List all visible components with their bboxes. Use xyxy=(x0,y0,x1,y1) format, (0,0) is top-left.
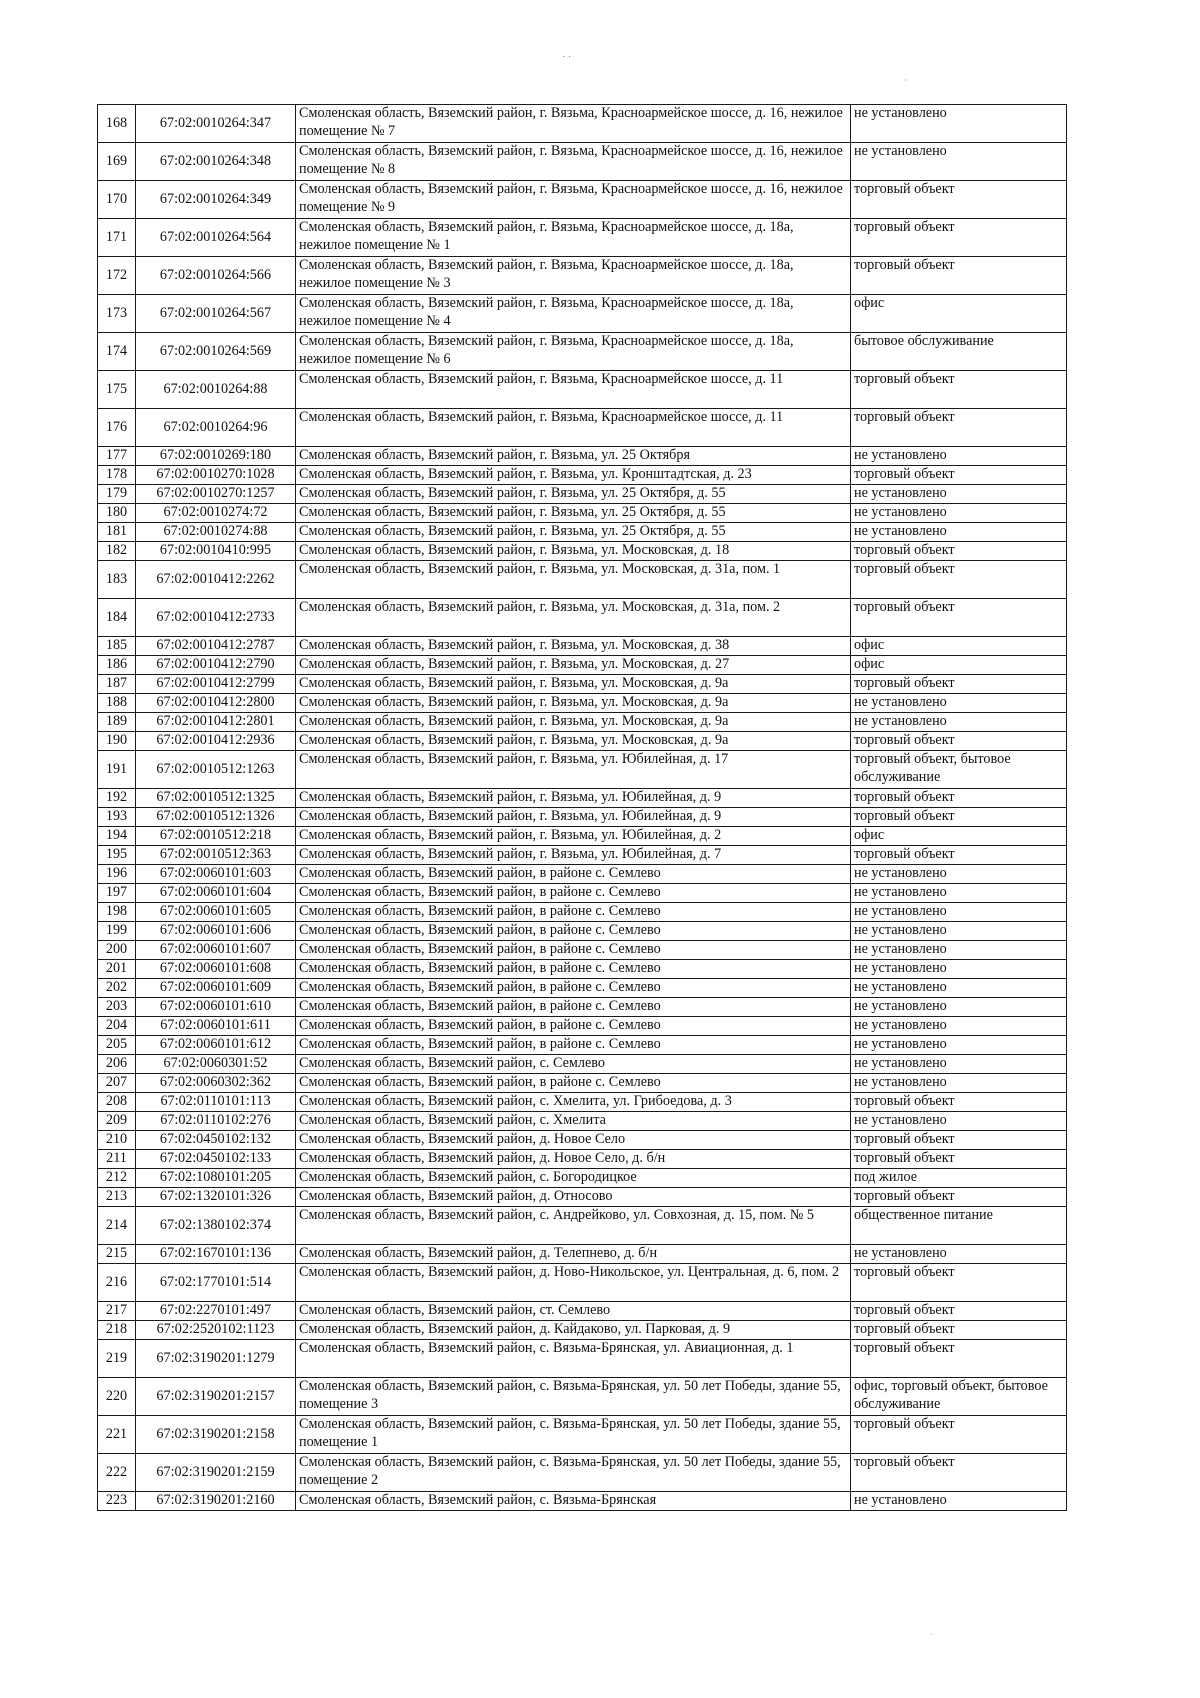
row-number-cell: 194 xyxy=(98,827,136,846)
cadastral-number-cell: 67:02:0060302:362 xyxy=(136,1074,296,1093)
cadastral-number-cell: 67:02:0010264:348 xyxy=(136,143,296,181)
row-number-cell: 188 xyxy=(98,694,136,713)
address-cell: Смоленская область, Вяземский район, в районе с. Семлево xyxy=(296,865,851,884)
cadastral-number-cell: 67:02:1670101:136 xyxy=(136,1245,296,1264)
cadastral-number-cell: 67:02:0110101:113 xyxy=(136,1093,296,1112)
usage-type-cell: торговый объект xyxy=(851,599,1067,637)
cadastral-number-cell: 67:02:0060101:608 xyxy=(136,960,296,979)
row-number-cell: 216 xyxy=(98,1264,136,1302)
table-row xyxy=(98,884,1067,903)
row-number-cell: 223 xyxy=(98,1492,136,1511)
cadastral-number-cell: 67:02:0010512:363 xyxy=(136,846,296,865)
registry-body xyxy=(98,105,1067,1511)
address-cell: Смоленская область, Вяземский район, г. Вязьма, Красноармейское шоссе, д. 11 xyxy=(296,409,851,447)
address-cell: Смоленская область, Вяземский район, г. Вязьма, ул. Московская, д. 18 xyxy=(296,542,851,561)
table-row xyxy=(98,827,1067,846)
table-row xyxy=(98,903,1067,922)
cadastral-number-cell: 67:02:0060101:609 xyxy=(136,979,296,998)
row-number-cell: 185 xyxy=(98,637,136,656)
usage-type-cell: не установлено xyxy=(851,1492,1067,1511)
cadastral-number-cell: 67:02:0060101:606 xyxy=(136,922,296,941)
address-cell: Смоленская область, Вяземский район, в районе с. Семлево xyxy=(296,1074,851,1093)
address-cell: Смоленская область, Вяземский район, в районе с. Семлево xyxy=(296,998,851,1017)
usage-type-cell: торговый объект xyxy=(851,1340,1067,1378)
row-number-cell: 201 xyxy=(98,960,136,979)
usage-type-cell: не установлено xyxy=(851,1036,1067,1055)
table-row xyxy=(98,1150,1067,1169)
cadastral-number-cell: 67:02:0060101:604 xyxy=(136,884,296,903)
table-row xyxy=(98,1321,1067,1340)
usage-type-cell: офис, торговый объект, бытовое обслуживание xyxy=(851,1378,1067,1416)
table-row xyxy=(98,694,1067,713)
row-number-cell: 204 xyxy=(98,1017,136,1036)
row-number-cell: 175 xyxy=(98,371,136,409)
table-row xyxy=(98,732,1067,751)
cadastral-number-cell: 67:02:3190201:2157 xyxy=(136,1378,296,1416)
address-cell: Смоленская область, Вяземский район, г. Вязьма, Красноармейское шоссе, д. 18а, нежилое помещение № 1 xyxy=(296,219,851,257)
row-number-cell: 198 xyxy=(98,903,136,922)
cadastral-number-cell: 67:02:3190201:2159 xyxy=(136,1454,296,1492)
table-row xyxy=(98,295,1067,333)
usage-type-cell: не установлено xyxy=(851,713,1067,732)
table-row xyxy=(98,542,1067,561)
address-cell: Смоленская область, Вяземский район, с. Вязьма-Брянская, ул. 50 лет Победы, здание 55, помещение 1 xyxy=(296,1416,851,1454)
cadastral-number-cell: 67:02:0060101:612 xyxy=(136,1036,296,1055)
cadastral-number-cell: 67:02:0010274:72 xyxy=(136,504,296,523)
row-number-cell: 184 xyxy=(98,599,136,637)
table-row xyxy=(98,257,1067,295)
cadastral-number-cell: 67:02:0010410:995 xyxy=(136,542,296,561)
row-number-cell: 186 xyxy=(98,656,136,675)
row-number-cell: 197 xyxy=(98,884,136,903)
table-row xyxy=(98,561,1067,599)
address-cell: Смоленская область, Вяземский район, в районе с. Семлево xyxy=(296,922,851,941)
usage-type-cell: бытовое обслуживание xyxy=(851,333,1067,371)
row-number-cell: 200 xyxy=(98,941,136,960)
row-number-cell: 178 xyxy=(98,466,136,485)
address-cell: Смоленская область, Вяземский район, г. Вязьма, ул. Московская, д. 31а, пом. 2 xyxy=(296,599,851,637)
address-cell: Смоленская область, Вяземский район, в районе с. Семлево xyxy=(296,884,851,903)
address-cell: Смоленская область, Вяземский район, с. Хмелита xyxy=(296,1112,851,1131)
address-cell: Смоленская область, Вяземский район, с. Андрейково, ул. Совхозная, д. 15, пом. № 5 xyxy=(296,1207,851,1245)
table-row xyxy=(98,1074,1067,1093)
cadastral-number-cell: 67:02:0010264:564 xyxy=(136,219,296,257)
cadastral-number-cell: 67:02:0060101:603 xyxy=(136,865,296,884)
address-cell: Смоленская область, Вяземский район, в районе с. Семлево xyxy=(296,1017,851,1036)
table-row xyxy=(98,1245,1067,1264)
cadastral-number-cell: 67:02:0010264:569 xyxy=(136,333,296,371)
table-row xyxy=(98,371,1067,409)
row-number-cell: 207 xyxy=(98,1074,136,1093)
address-cell: Смоленская область, Вяземский район, д. Кайдаково, ул. Парковая, д. 9 xyxy=(296,1321,851,1340)
row-number-cell: 179 xyxy=(98,485,136,504)
address-cell: Смоленская область, Вяземский район, г. Вязьма, ул. 25 Октября, д. 55 xyxy=(296,485,851,504)
usage-type-cell: не установлено xyxy=(851,979,1067,998)
address-cell: Смоленская область, Вяземский район, г. Вязьма, ул. Юбилейная, д. 9 xyxy=(296,789,851,808)
address-cell: Смоленская область, Вяземский район, д. Новое Село, д. б/н xyxy=(296,1150,851,1169)
cadastral-number-cell: 67:02:0010264:347 xyxy=(136,105,296,143)
row-number-cell: 209 xyxy=(98,1112,136,1131)
usage-type-cell: торговый объект xyxy=(851,675,1067,694)
usage-type-cell: не установлено xyxy=(851,865,1067,884)
row-number-cell: 192 xyxy=(98,789,136,808)
usage-type-cell: торговый объект xyxy=(851,846,1067,865)
usage-type-cell: офис xyxy=(851,656,1067,675)
table-row xyxy=(98,447,1067,466)
cadastral-number-cell: 67:02:0060101:611 xyxy=(136,1017,296,1036)
address-cell: Смоленская область, Вяземский район, в районе с. Семлево xyxy=(296,903,851,922)
address-cell: Смоленская область, Вяземский район, в районе с. Семлево xyxy=(296,979,851,998)
address-cell: Смоленская область, Вяземский район, с. Хмелита, ул. Грибоедова, д. 3 xyxy=(296,1093,851,1112)
row-number-cell: 202 xyxy=(98,979,136,998)
usage-type-cell: торговый объект xyxy=(851,1264,1067,1302)
cadastral-number-cell: 67:02:0010264:88 xyxy=(136,371,296,409)
table-row xyxy=(98,1131,1067,1150)
address-cell: Смоленская область, Вяземский район, в районе с. Семлево xyxy=(296,941,851,960)
scan-speck: · xyxy=(930,1630,933,1639)
address-cell: Смоленская область, Вяземский район, ст. Семлево xyxy=(296,1302,851,1321)
usage-type-cell: торговый объект xyxy=(851,732,1067,751)
address-cell: Смоленская область, Вяземский район, г. Вязьма, ул. Московская, д. 31а, пом. 1 xyxy=(296,561,851,599)
table-row xyxy=(98,181,1067,219)
cadastral-number-cell: 67:02:0010264:567 xyxy=(136,295,296,333)
row-number-cell: 212 xyxy=(98,1169,136,1188)
row-number-cell: 176 xyxy=(98,409,136,447)
row-number-cell: 214 xyxy=(98,1207,136,1245)
usage-type-cell: торговый объект xyxy=(851,1093,1067,1112)
usage-type-cell: торговый объект xyxy=(851,1454,1067,1492)
usage-type-cell: торговый объект xyxy=(851,371,1067,409)
table-row xyxy=(98,1378,1067,1416)
usage-type-cell: под жилое xyxy=(851,1169,1067,1188)
cadastral-number-cell: 67:02:0010512:1263 xyxy=(136,751,296,789)
table-row xyxy=(98,219,1067,257)
row-number-cell: 206 xyxy=(98,1055,136,1074)
usage-type-cell: общественное питание xyxy=(851,1207,1067,1245)
cadastral-number-cell: 67:02:0010512:218 xyxy=(136,827,296,846)
address-cell: Смоленская область, Вяземский район, г. Вязьма, Красноармейское шоссе, д. 16, нежилое помещение № 8 xyxy=(296,143,851,181)
address-cell: Смоленская область, Вяземский район, г. Вязьма, ул. Московская, д. 38 xyxy=(296,637,851,656)
usage-type-cell: не установлено xyxy=(851,1074,1067,1093)
row-number-cell: 190 xyxy=(98,732,136,751)
row-number-cell: 205 xyxy=(98,1036,136,1055)
address-cell: Смоленская область, Вяземский район, д. Новое Село xyxy=(296,1131,851,1150)
address-cell: Смоленская область, Вяземский район, г. Вязьма, Красноармейское шоссе, д. 18а, нежилое помещение № 6 xyxy=(296,333,851,371)
row-number-cell: 208 xyxy=(98,1093,136,1112)
row-number-cell: 170 xyxy=(98,181,136,219)
table-row xyxy=(98,599,1067,637)
cadastral-number-cell: 67:02:0010412:2262 xyxy=(136,561,296,599)
table-row xyxy=(98,1302,1067,1321)
table-row xyxy=(98,1492,1067,1511)
usage-type-cell: не установлено xyxy=(851,1245,1067,1264)
table-row xyxy=(98,960,1067,979)
row-number-cell: 173 xyxy=(98,295,136,333)
row-number-cell: 193 xyxy=(98,808,136,827)
cadastral-number-cell: 67:02:0010274:88 xyxy=(136,523,296,542)
table-row xyxy=(98,485,1067,504)
table-row xyxy=(98,523,1067,542)
usage-type-cell: торговый объект xyxy=(851,466,1067,485)
address-cell: Смоленская область, Вяземский район, д. Телепнево, д. б/н xyxy=(296,1245,851,1264)
table-row xyxy=(98,1169,1067,1188)
cadastral-number-cell: 67:02:3190201:2158 xyxy=(136,1416,296,1454)
address-cell: Смоленская область, Вяземский район, г. Вязьма, ул. Московская, д. 9а xyxy=(296,713,851,732)
address-cell: Смоленская область, Вяземский район, г. Вязьма, ул. Московская, д. 9а xyxy=(296,732,851,751)
address-cell: Смоленская область, Вяземский район, г. Вязьма, Красноармейское шоссе, д. 16, нежилое помещение № 9 xyxy=(296,181,851,219)
usage-type-cell: не установлено xyxy=(851,105,1067,143)
table-row xyxy=(98,1207,1067,1245)
usage-type-cell: не установлено xyxy=(851,998,1067,1017)
row-number-cell: 219 xyxy=(98,1340,136,1378)
usage-type-cell: не установлено xyxy=(851,941,1067,960)
row-number-cell: 182 xyxy=(98,542,136,561)
cadastral-number-cell: 67:02:0450102:132 xyxy=(136,1131,296,1150)
usage-type-cell: офис xyxy=(851,827,1067,846)
usage-type-cell: офис xyxy=(851,295,1067,333)
table-row xyxy=(98,675,1067,694)
row-number-cell: 169 xyxy=(98,143,136,181)
usage-type-cell: офис xyxy=(851,637,1067,656)
usage-type-cell: не установлено xyxy=(851,960,1067,979)
usage-type-cell: торговый объект, бытовое обслуживание xyxy=(851,751,1067,789)
address-cell: Смоленская область, Вяземский район, д. Относово xyxy=(296,1188,851,1207)
table-row xyxy=(98,922,1067,941)
usage-type-cell: не установлено xyxy=(851,485,1067,504)
cadastral-number-cell: 67:02:3190201:1279 xyxy=(136,1340,296,1378)
row-number-cell: 217 xyxy=(98,1302,136,1321)
table-row xyxy=(98,979,1067,998)
address-cell: Смоленская область, Вяземский район, с. Вязьма-Брянская, ул. Авиационная, д. 1 xyxy=(296,1340,851,1378)
cadastral-number-cell: 67:02:0010264:349 xyxy=(136,181,296,219)
cadastral-number-cell: 67:02:2520102:1123 xyxy=(136,1321,296,1340)
table-row xyxy=(98,713,1067,732)
cadastral-number-cell: 67:02:0010412:2800 xyxy=(136,694,296,713)
address-cell: Смоленская область, Вяземский район, в районе с. Семлево xyxy=(296,1036,851,1055)
table-row xyxy=(98,1340,1067,1378)
address-cell: Смоленская область, Вяземский район, г. Вязьма, Красноармейское шоссе, д. 16, нежилое помещение № 7 xyxy=(296,105,851,143)
address-cell: Смоленская область, Вяземский район, д. Ново-Никольское, ул. Центральная, д. 6, пом. 2 xyxy=(296,1264,851,1302)
address-cell: Смоленская область, Вяземский район, г. Вязьма, ул. Московская, д. 27 xyxy=(296,656,851,675)
usage-type-cell: не установлено xyxy=(851,922,1067,941)
address-cell: Смоленская область, Вяземский район, г. Вязьма, ул. Московская, д. 9а xyxy=(296,694,851,713)
table-row xyxy=(98,105,1067,143)
usage-type-cell: торговый объект xyxy=(851,1188,1067,1207)
usage-type-cell: не установлено xyxy=(851,504,1067,523)
address-cell: Смоленская область, Вяземский район, г. Вязьма, Красноармейское шоссе, д. 11 xyxy=(296,371,851,409)
table-row xyxy=(98,466,1067,485)
table-row xyxy=(98,637,1067,656)
property-registry-table xyxy=(97,104,1067,1511)
usage-type-cell: торговый объект xyxy=(851,1321,1067,1340)
cadastral-number-cell: 67:02:0060101:610 xyxy=(136,998,296,1017)
cadastral-number-cell: 67:02:2270101:497 xyxy=(136,1302,296,1321)
cadastral-number-cell: 67:02:0060301:52 xyxy=(136,1055,296,1074)
scan-speck: · · xyxy=(562,52,572,63)
table-row xyxy=(98,1017,1067,1036)
usage-type-cell: торговый объект xyxy=(851,561,1067,599)
row-number-cell: 221 xyxy=(98,1416,136,1454)
address-cell: Смоленская область, Вяземский район, г. Вязьма, Красноармейское шоссе, д. 18а, нежилое помещение № 4 xyxy=(296,295,851,333)
address-cell: Смоленская область, Вяземский район, г. Вязьма, ул. Московская, д. 9а xyxy=(296,675,851,694)
row-number-cell: 195 xyxy=(98,846,136,865)
row-number-cell: 215 xyxy=(98,1245,136,1264)
row-number-cell: 196 xyxy=(98,865,136,884)
table-row xyxy=(98,998,1067,1017)
address-cell: Смоленская область, Вяземский район, г. Вязьма, ул. Юбилейная, д. 2 xyxy=(296,827,851,846)
cadastral-number-cell: 67:02:0010270:1257 xyxy=(136,485,296,504)
table-row xyxy=(98,656,1067,675)
address-cell: Смоленская область, Вяземский район, г. Вязьма, ул. 25 Октября, д. 55 xyxy=(296,523,851,542)
table-row xyxy=(98,789,1067,808)
cadastral-number-cell: 67:02:0010412:2787 xyxy=(136,637,296,656)
row-number-cell: 199 xyxy=(98,922,136,941)
table-row xyxy=(98,1055,1067,1074)
address-cell: Смоленская область, Вяземский район, г. Вязьма, Красноармейское шоссе, д. 18а, нежилое помещение № 3 xyxy=(296,257,851,295)
row-number-cell: 177 xyxy=(98,447,136,466)
row-number-cell: 180 xyxy=(98,504,136,523)
usage-type-cell: торговый объект xyxy=(851,1302,1067,1321)
usage-type-cell: торговый объект xyxy=(851,1131,1067,1150)
table-row xyxy=(98,409,1067,447)
usage-type-cell: торговый объект xyxy=(851,219,1067,257)
row-number-cell: 172 xyxy=(98,257,136,295)
cadastral-number-cell: 67:02:3190201:2160 xyxy=(136,1492,296,1511)
table-row xyxy=(98,504,1067,523)
row-number-cell: 171 xyxy=(98,219,136,257)
usage-type-cell: не установлено xyxy=(851,1017,1067,1036)
table-row xyxy=(98,1264,1067,1302)
cadastral-number-cell: 67:02:0010412:2936 xyxy=(136,732,296,751)
cadastral-number-cell: 67:02:0010512:1325 xyxy=(136,789,296,808)
usage-type-cell: не установлено xyxy=(851,143,1067,181)
row-number-cell: 203 xyxy=(98,998,136,1017)
address-cell: Смоленская область, Вяземский район, г. Вязьма, ул. Юбилейная, д. 7 xyxy=(296,846,851,865)
table-row xyxy=(98,846,1067,865)
table-row xyxy=(98,751,1067,789)
row-number-cell: 187 xyxy=(98,675,136,694)
row-number-cell: 210 xyxy=(98,1131,136,1150)
row-number-cell: 222 xyxy=(98,1454,136,1492)
cadastral-number-cell: 67:02:0450102:133 xyxy=(136,1150,296,1169)
usage-type-cell: не установлено xyxy=(851,694,1067,713)
cadastral-number-cell: 67:02:0010270:1028 xyxy=(136,466,296,485)
address-cell: Смоленская область, Вяземский район, г. Вязьма, ул. Кронштадтская, д. 23 xyxy=(296,466,851,485)
row-number-cell: 174 xyxy=(98,333,136,371)
row-number-cell: 183 xyxy=(98,561,136,599)
table-row xyxy=(98,941,1067,960)
usage-type-cell: торговый объект xyxy=(851,789,1067,808)
usage-type-cell: не установлено xyxy=(851,884,1067,903)
row-number-cell: 189 xyxy=(98,713,136,732)
cadastral-number-cell: 67:02:0010264:96 xyxy=(136,409,296,447)
row-number-cell: 181 xyxy=(98,523,136,542)
cadastral-number-cell: 67:02:0010264:566 xyxy=(136,257,296,295)
usage-type-cell: не установлено xyxy=(851,447,1067,466)
usage-type-cell: торговый объект xyxy=(851,409,1067,447)
address-cell: Смоленская область, Вяземский район, с. Богородицкое xyxy=(296,1169,851,1188)
row-number-cell: 213 xyxy=(98,1188,136,1207)
row-number-cell: 191 xyxy=(98,751,136,789)
address-cell: Смоленская область, Вяземский район, с. Вязьма-Брянская xyxy=(296,1492,851,1511)
row-number-cell: 168 xyxy=(98,105,136,143)
usage-type-cell: торговый объект xyxy=(851,257,1067,295)
usage-type-cell: торговый объект xyxy=(851,181,1067,219)
usage-type-cell: торговый объект xyxy=(851,808,1067,827)
cadastral-number-cell: 67:02:0010412:2801 xyxy=(136,713,296,732)
cadastral-number-cell: 67:02:0010269:180 xyxy=(136,447,296,466)
table-row xyxy=(98,808,1067,827)
cadastral-number-cell: 67:02:1380102:374 xyxy=(136,1207,296,1245)
table-row xyxy=(98,1112,1067,1131)
table-row xyxy=(98,1416,1067,1454)
table-row xyxy=(98,333,1067,371)
usage-type-cell: не установлено xyxy=(851,903,1067,922)
scan-speck: · xyxy=(904,76,907,85)
usage-type-cell: не установлено xyxy=(851,1112,1067,1131)
cadastral-number-cell: 67:02:0060101:607 xyxy=(136,941,296,960)
address-cell: Смоленская область, Вяземский район, с. Вязьма-Брянская, ул. 50 лет Победы, здание 55, помещение 3 xyxy=(296,1378,851,1416)
table-row xyxy=(98,1036,1067,1055)
table-row xyxy=(98,865,1067,884)
usage-type-cell: торговый объект xyxy=(851,1416,1067,1454)
address-cell: Смоленская область, Вяземский район, с. Семлево xyxy=(296,1055,851,1074)
table-row xyxy=(98,1454,1067,1492)
cadastral-number-cell: 67:02:0010412:2733 xyxy=(136,599,296,637)
address-cell: Смоленская область, Вяземский район, г. Вязьма, ул. Юбилейная, д. 9 xyxy=(296,808,851,827)
table-row xyxy=(98,1188,1067,1207)
address-cell: Смоленская область, Вяземский район, с. Вязьма-Брянская, ул. 50 лет Победы, здание 55, помещение 2 xyxy=(296,1454,851,1492)
usage-type-cell: торговый объект xyxy=(851,542,1067,561)
address-cell: Смоленская область, Вяземский район, г. Вязьма, ул. Юбилейная, д. 17 xyxy=(296,751,851,789)
usage-type-cell: торговый объект xyxy=(851,1150,1067,1169)
cadastral-number-cell: 67:02:1770101:514 xyxy=(136,1264,296,1302)
address-cell: Смоленская область, Вяземский район, г. Вязьма, ул. 25 Октября xyxy=(296,447,851,466)
cadastral-number-cell: 67:02:0010512:1326 xyxy=(136,808,296,827)
table-row xyxy=(98,143,1067,181)
cadastral-number-cell: 67:02:1320101:326 xyxy=(136,1188,296,1207)
row-number-cell: 218 xyxy=(98,1321,136,1340)
row-number-cell: 211 xyxy=(98,1150,136,1169)
cadastral-number-cell: 67:02:0110102:276 xyxy=(136,1112,296,1131)
address-cell: Смоленская область, Вяземский район, г. Вязьма, ул. 25 Октября, д. 55 xyxy=(296,504,851,523)
cadastral-number-cell: 67:02:1080101:205 xyxy=(136,1169,296,1188)
usage-type-cell: не установлено xyxy=(851,523,1067,542)
cadastral-number-cell: 67:02:0010412:2790 xyxy=(136,656,296,675)
cadastral-number-cell: 67:02:0060101:605 xyxy=(136,903,296,922)
usage-type-cell: не установлено xyxy=(851,1055,1067,1074)
row-number-cell: 220 xyxy=(98,1378,136,1416)
address-cell: Смоленская область, Вяземский район, в районе с. Семлево xyxy=(296,960,851,979)
cadastral-number-cell: 67:02:0010412:2799 xyxy=(136,675,296,694)
table-row xyxy=(98,1093,1067,1112)
